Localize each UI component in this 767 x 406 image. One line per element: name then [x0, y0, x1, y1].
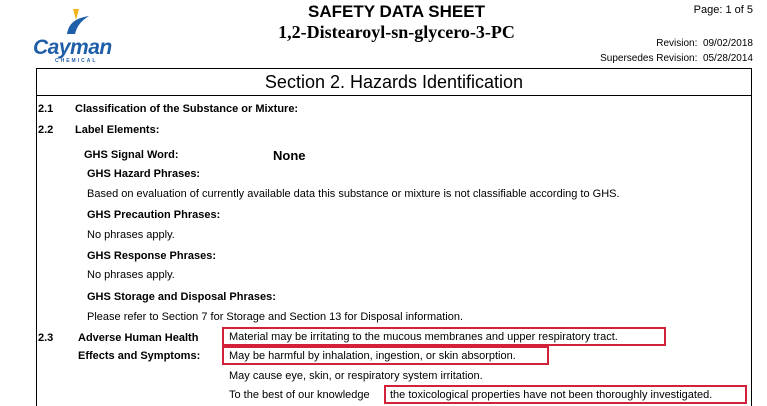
supersedes-line	[600, 53, 753, 64]
supersedes-date: 05/28/2014	[702, 53, 753, 64]
highlight-box-effect-2	[222, 346, 549, 365]
hazard-phrases-text: Based on evaluation of currently available data this substance or mixture is not classifiable according to GHS.	[87, 188, 620, 200]
document-title: SAFETY DATA SHEET	[308, 2, 485, 21]
effect-knowledge-prefix: To the best of our knowledge	[229, 389, 370, 401]
item-number-2-1: 2.1	[38, 103, 54, 115]
response-phrases-text: No phrases apply.	[87, 269, 175, 281]
response-phrases-label: GHS Response Phrases:	[87, 250, 216, 262]
revision-line	[656, 38, 753, 49]
effect-not-investigated: the toxicological properties have not been thoroughly investigated.	[390, 389, 713, 401]
logo-subtext: CHEMICAL	[55, 58, 98, 64]
adverse-effects-label-line1: Adverse Human Health	[78, 332, 199, 344]
hazard-phrases-label: GHS Hazard Phrases:	[87, 168, 201, 180]
precaution-phrases-label: GHS Precaution Phrases:	[87, 209, 221, 221]
precaution-phrases-text: No phrases apply.	[87, 229, 175, 241]
effect-mucous-membranes: Material may be irritating to the mucous membranes and upper respiratory tract.	[229, 331, 618, 343]
classification-heading: Classification of the Substance or Mixture:	[75, 103, 299, 115]
logo-wordmark: Cayman	[33, 36, 112, 59]
product-name: 1,2-Distearoyl-sn-glycero-3-PC	[278, 22, 515, 42]
adverse-effects-label-line2: Effects and Symptoms:	[78, 350, 201, 362]
item-number-2-2: 2.2	[38, 124, 54, 136]
item-number-2-3: 2.3	[38, 332, 54, 344]
section-heading: Section 2. Hazards Identification	[36, 68, 752, 96]
page-number: Page: 1 of 5	[693, 4, 753, 16]
revision-date: 09/02/2018	[702, 38, 753, 49]
effect-harmful-exposure: May be harmful by inhalation, ingestion, or skin absorption.	[229, 350, 516, 362]
storage-phrases-text: Please refer to Section 7 for Storage and Section 13 for Disposal information.	[87, 311, 464, 323]
signal-word-value: None	[273, 148, 306, 163]
storage-phrases-label: GHS Storage and Disposal Phrases:	[87, 291, 276, 303]
label-elements-heading: Label Elements:	[75, 124, 160, 136]
highlight-box-effect-4	[384, 385, 747, 404]
revision-label: Revision:	[656, 38, 698, 49]
supersedes-label: Supersedes Revision:	[600, 53, 698, 64]
effect-irritation: May cause eye, skin, or respiratory system irritation.	[229, 370, 483, 382]
signal-word-label: GHS Signal Word:	[84, 149, 179, 161]
highlight-box-effect-1	[222, 327, 666, 346]
